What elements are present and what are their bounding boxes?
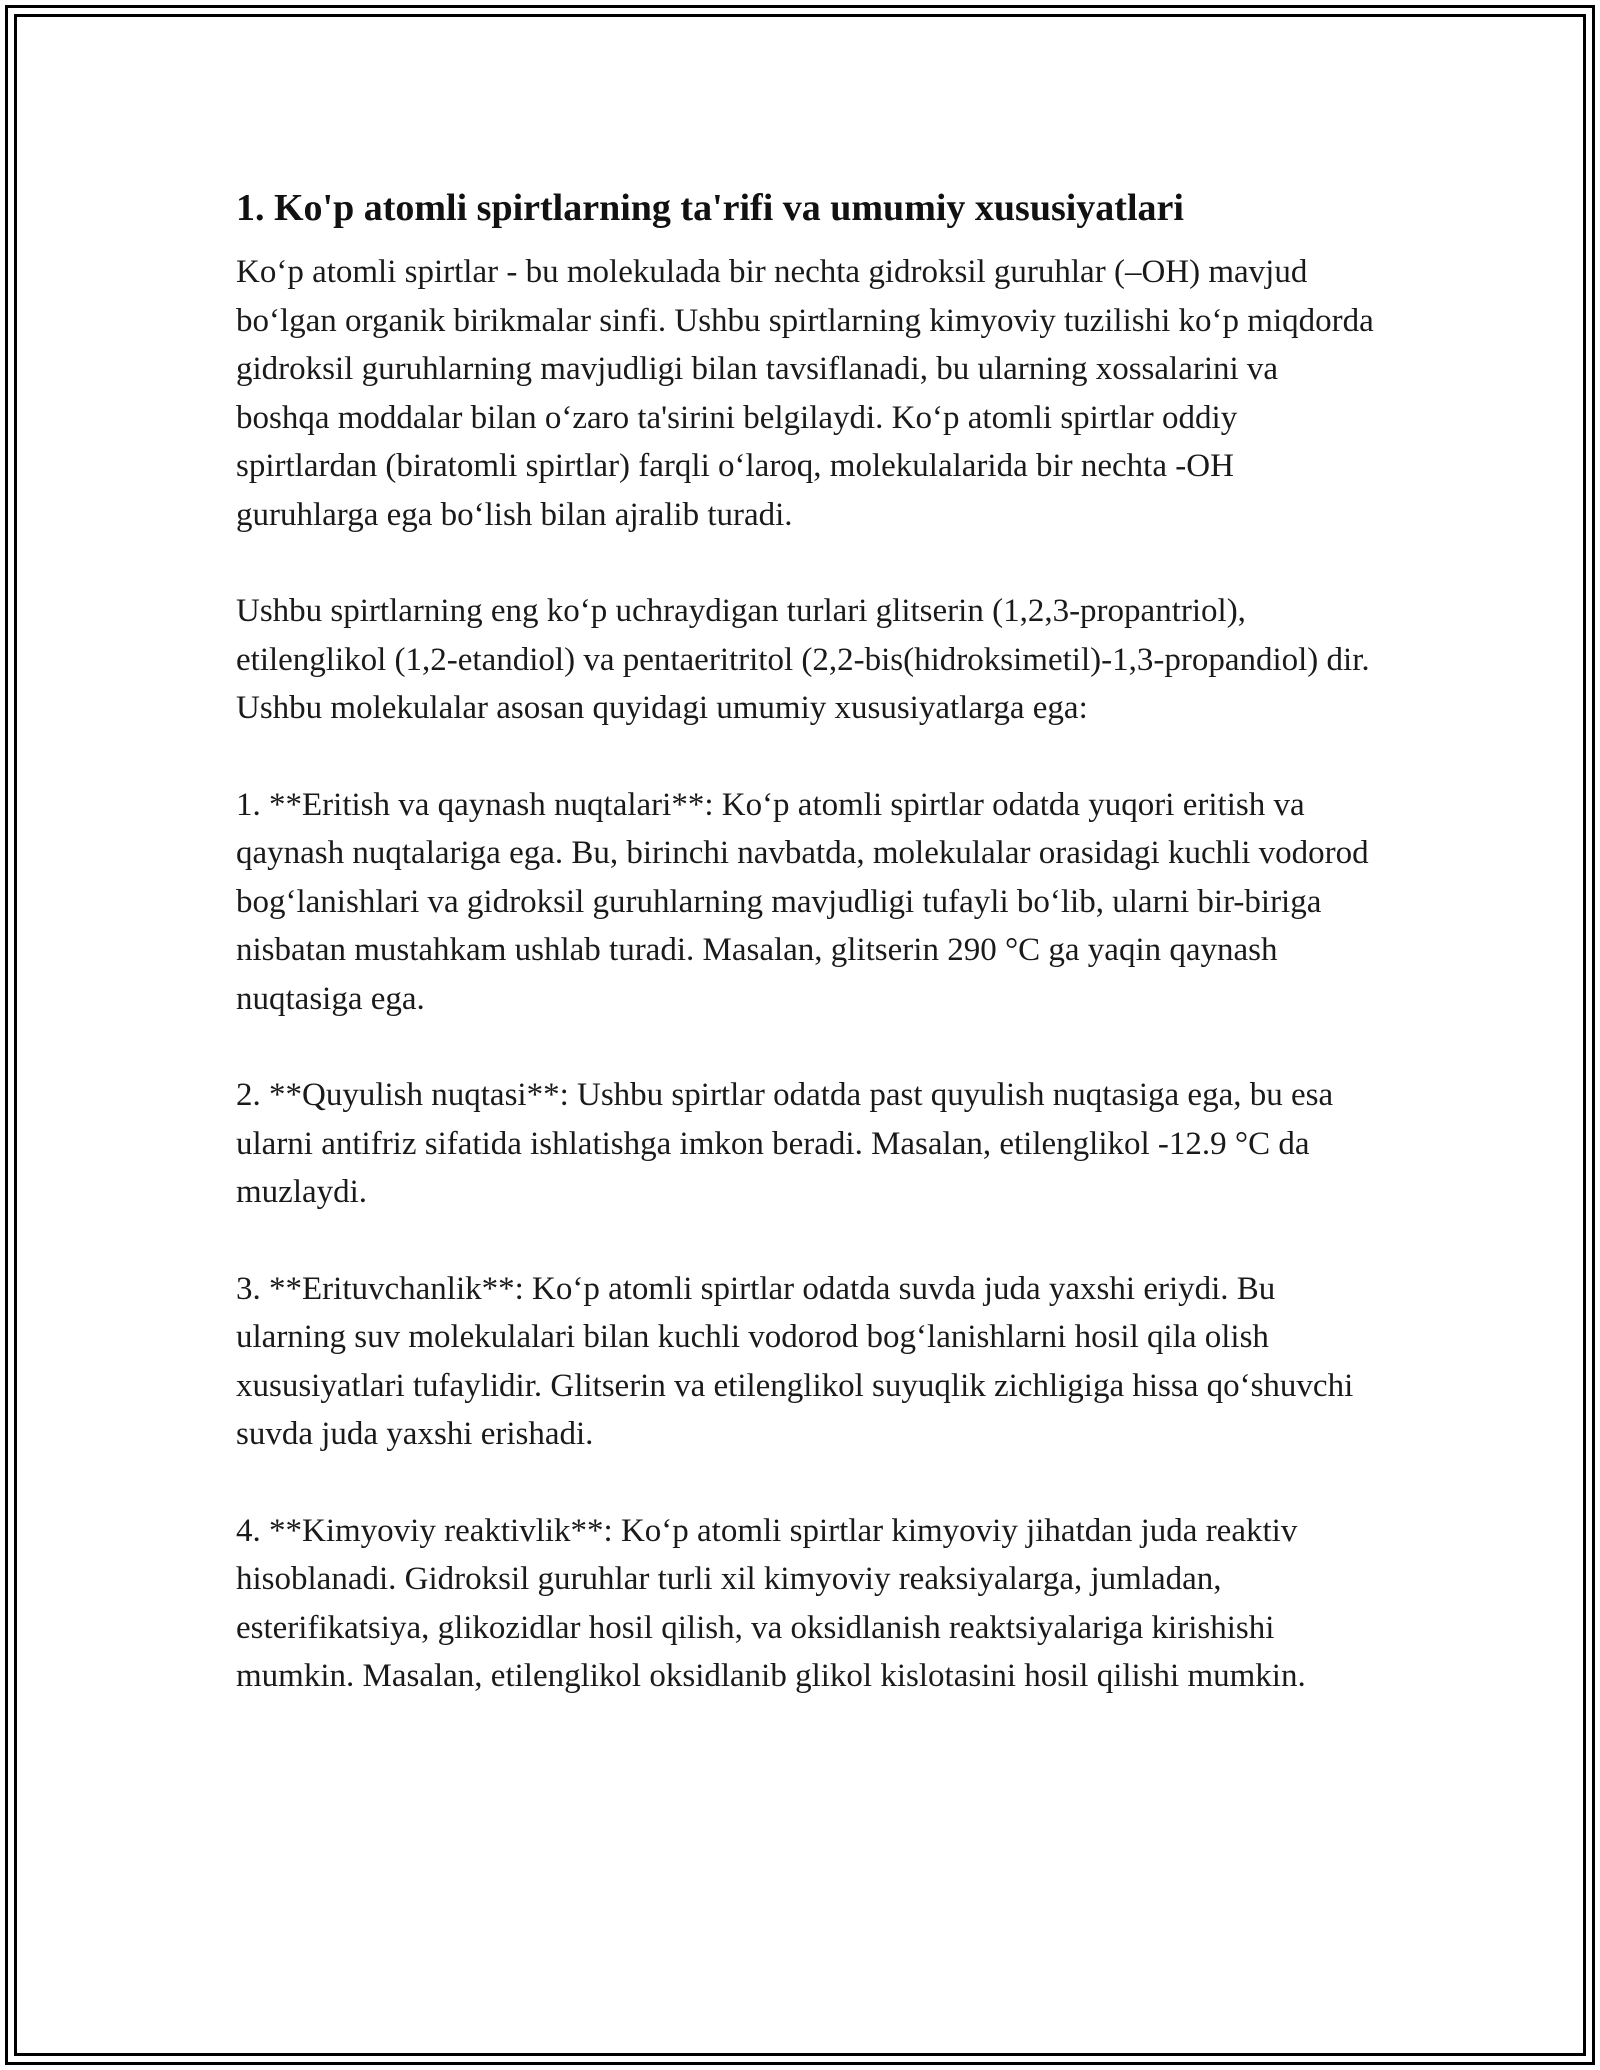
- paragraph-melting-boiling: 1. **Eritish va qaynash nuqtalari**: Ko‘p atomli spirtlar odatda yuqori eritish va qaynash nuqtalariga ega. Bu, birinchi navbatda, molekulalar orasidagi kuchli vodorod bog‘lanishlari va gidroksil guruhlarning mavjudligi tufayli bo‘lib, ularni bir-biriga nisbatan mustahkam ushlab turadi. Masalan, glitserin 290 °C ga yaqin qaynash nuqtasiga ega.: [236, 786, 1369, 1017]
- paragraph-freezing-point: 2. **Quyulish nuqtasi**: Ushbu spirtlar odatda past quyulish nuqtasiga ega, bu esa ularni antifriz sifatida ishlatishga imkon beradi. Masalan, etilenglikol -12.9 °C da muzlaydi.: [236, 1077, 1334, 1210]
- paragraph-reactivity: 4. **Kimyoviy reaktivlik**: Ko‘p atomli spirtlar kimyoviy jihatdan juda reaktiv hisoblanadi. Gidroksil guruhlar turli xil kimyoviy reaksiyalarga, jumladan, esterifikatsiya, glikozidlar hosil qilish, va oksidlanish reaktsiyalariga kirishishi mumkin. Masalan, etilenglikol oksidlanib glikol kislotasini hosil qilishi mumkin.: [236, 1512, 1306, 1694]
- section-heading: 1. Ko'p atomli spirtlarning ta'rifi va umumiy xususiyatlari: [236, 187, 1184, 229]
- paragraph-types: Ushbu spirtlarning eng ko‘p uchraydigan turlari glitserin (1,2,3-propantriol), etilenglikol (1,2-etandiol) va pentaeritritol (2,2-bis(hidroksimetil)-1,3-propandiol) dir. Ushbu molekulalar asosan quyidagi umumiy xususiyatlarga ega:: [236, 593, 1370, 726]
- paragraph-solubility: 3. **Erituvchanlik**: Ko‘p atomli spirtlar odatda suvda juda yaxshi eriydi. Bu ularning suv molekulalari bilan kuchli vodorod bog‘lanishlarni hosil qila olish xususiyatlari tufaylidir. Glitserin va etilenglikol suyuqlik zichligiga hissa qo‘shuvchi suvda juda yaxshi erishadi.: [236, 1270, 1354, 1452]
- paragraph-definition: Ko‘p atomli spirtlar - bu molekulada bir nechta gidroksil guruhlar (–OH) mavjud bo‘lgan organik birikmalar sinfi. Ushbu spirtlarning kimyoviy tuzilishi ko‘p miqdorda gidroksil guruhlarning mavjudligi bilan tavsiflanadi, bu ularning xossalarini va boshqa moddalar bilan o‘zaro ta'sirini belgilaydi. Ko‘p atomli spirtlar oddiy spirtlardan (biratomli spirtlar) farqli o‘laroq, molekulalarida bir nechta -OH guruhlarga ega bo‘lish bilan ajralib turadi.: [236, 254, 1374, 533]
- document-body: [236, 184, 1376, 1749]
